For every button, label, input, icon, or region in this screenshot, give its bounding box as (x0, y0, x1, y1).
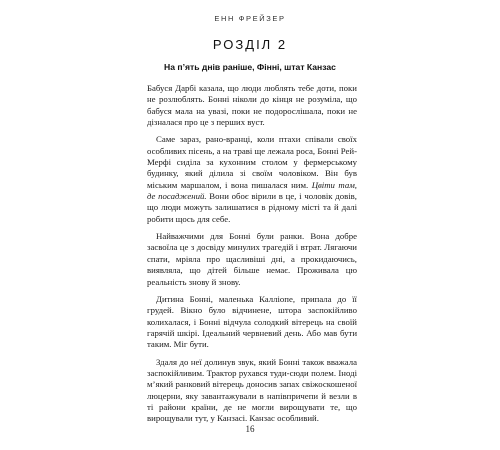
paragraph-1: Бабуся Дарбі казала, що люди люблять тебе доти, поки не розлюблять. Бонні ніколи до кінця не розуміла, що бабуся мала на увазі, поки не подорослішала, поки не дізналася про це з перших вуст. (147, 83, 357, 128)
paragraph-3: Найважчими для Бонні були ранки. Вона добре засвоїла це з досвіду минулих трагедій і втрат. Лягаючи спати, мріяла про щасливіші дні, а прокидаючись, виявляла, що дітей більше немає. Проживала цю реальність знову й знову. (147, 231, 357, 287)
paragraph-4: Дитина Бонні, маленька Калліопе, припала до її грудей. Вікно було відчинене, штора заспокійливо колихалася, і Бонні відчула солодкий вітерець на своїй гарячій шкірі. Ідеальний червневий день. Або мав бути таким. Міг бути. (147, 293, 357, 350)
paragraph-2-text-after: Вони обоє вірили в це, і чоловік довів, що люди можуть залишатися в рідному місті та й далі робити щось для себе. (147, 191, 357, 224)
running-head-author: ЕНН ФРЕЙЗЕР (214, 14, 286, 23)
paragraph-5: Здаля до неї долинув звук, який Бонні також вважала заспокійливим. Трактор рухався туди-сюди полем. Іноді м’який ранковий вітерець доносив запах свіжоскошеної люцерни, яку завантажували в напівпричепи й везли в ті райони країни, де не могли вирощувати те, що вирощували тут, у Канзасі. Канзас особливий. (147, 356, 357, 424)
paragraph-2 (147, 134, 357, 225)
paragraph-2-text-before: Саме зараз, рано-вранці, коли птахи співали своїх особливих пісень, а на траві ще лежала роса, Бонні Рей-Мерфі сиділа за кухонним столом у фермерському будинку, який ділила зі своїм чоловіком. Він був міським маршалом, і вона пишалася ним. (147, 134, 357, 190)
chapter-title: РОЗДІЛ 2 (212, 37, 288, 52)
paragraph-2-italic-phrase: Цвіти там, де посаджений. (147, 179, 357, 202)
page-number: 16 (245, 424, 255, 434)
chapter-body (147, 83, 357, 431)
chapter-subtitle: На п’ять днів раніше, Фінні, штат Канзас (164, 62, 336, 72)
